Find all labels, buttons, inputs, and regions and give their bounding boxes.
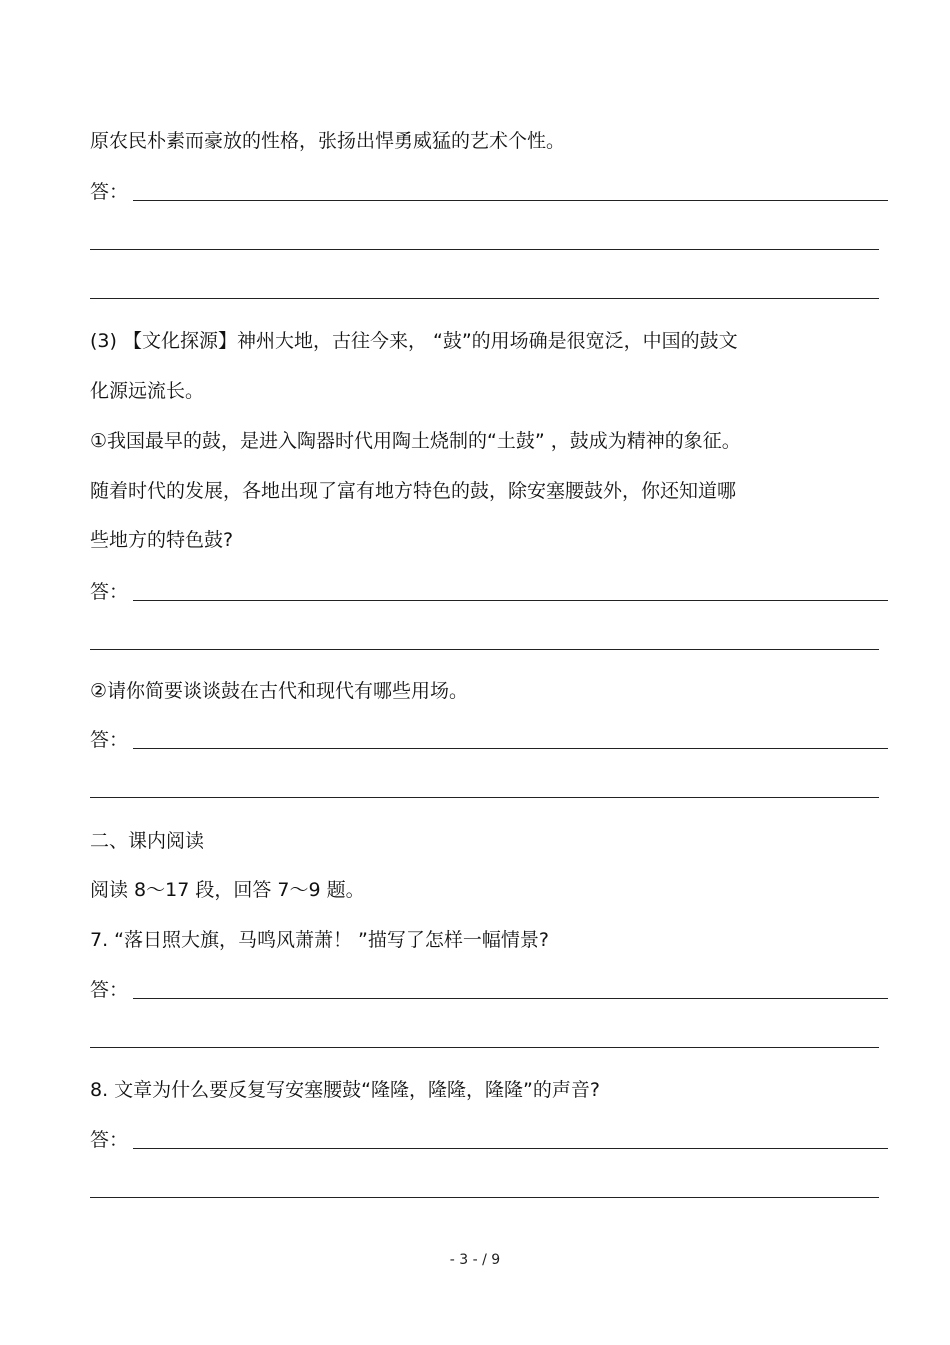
answer-label-3: 答： — [90, 729, 129, 751]
answer-label-2: 答： — [90, 581, 129, 603]
answer-label-1: 答： — [90, 181, 129, 203]
answer-line-1b[interactable] — [90, 249, 879, 250]
question-3b: ②请你简要谈谈鼓在古代和现代有哪些用场。 — [90, 680, 469, 702]
answer-label-4: 答： — [90, 979, 129, 1001]
reading-instruction: 阅读 8～17 段，回答 7～9 题。 — [90, 879, 365, 901]
answer-line-3a[interactable] — [133, 748, 888, 749]
question-3-line-2: 化源远流长。 — [90, 380, 205, 402]
page-number: - 3 - / 9 — [449, 1252, 501, 1268]
answer-line-2b[interactable] — [90, 649, 879, 650]
answer-line-1c[interactable] — [90, 298, 879, 299]
answer-line-1a[interactable] — [133, 200, 888, 201]
answer-line-4a[interactable] — [133, 998, 888, 999]
question-3a-line-2: 随着时代的发展，各地出现了富有地方特色的鼓，除安塞腰鼓外，你还知道哪 — [90, 480, 737, 502]
answer-line-3b[interactable] — [90, 797, 879, 798]
answer-label-5: 答： — [90, 1129, 129, 1151]
answer-line-5b[interactable] — [90, 1197, 879, 1198]
answer-line-4b[interactable] — [90, 1047, 879, 1048]
answer-line-5a[interactable] — [133, 1148, 888, 1149]
answer-line-2a[interactable] — [133, 600, 888, 601]
question-3-line-1: (3) 【文化探源】神州大地，古往今来， “鼓”的用场确是很宽泛，中国的鼓文 — [90, 330, 738, 352]
text-line-1: 原农民朴素而豪放的性格，张扬出悍勇威猛的艺术个性。 — [90, 130, 566, 152]
question-8: 8. 文章为什么要反复写安塞腰鼓“隆隆，隆隆，隆隆”的声音? — [90, 1079, 600, 1101]
question-3a-line-3: 些地方的特色鼓? — [90, 529, 234, 551]
section-heading: 二、课内阅读 — [90, 830, 205, 852]
question-3a-line-1: ①我国最早的鼓，是进入陶器时代用陶土烧制的“土鼓” ，鼓成为精神的象征。 — [90, 430, 741, 452]
question-7: 7. “落日照大旗，马鸣风萧萧！ ”描写了怎样一幅情景? — [90, 929, 549, 951]
